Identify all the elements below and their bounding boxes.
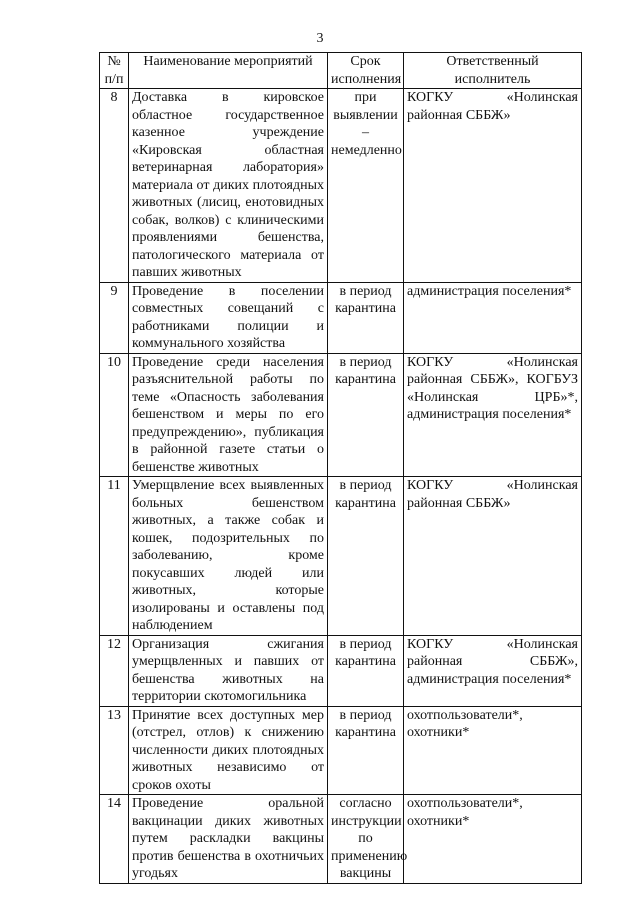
page-number: 3 (316, 31, 324, 46)
row-number: 8 (100, 89, 129, 283)
row-measure: Проведение в поселении совместных совещаний с работниками полиции и коммунального хозяйства (129, 282, 328, 353)
row-number: 14 (100, 795, 129, 884)
header-name: Наименование мероприятий (129, 53, 328, 89)
row-deadline: в период карантина (328, 353, 404, 477)
row-deadline: в период карантина (328, 282, 404, 353)
table-row (100, 635, 582, 706)
row-number: 11 (100, 477, 129, 636)
header-deadline: Срок исполнения (328, 53, 404, 89)
row-number: 9 (100, 282, 129, 353)
row-measure: Доставка в кировское областное государственное казенное учреждение «Кировская областная ветеринарная лаборатория» материала от диких плотоядных животных (лисиц, енотовидных собак, волков) с клиническими проявлениями бешенства, патологического материала от павших животных (129, 89, 328, 283)
row-deadline: в период карантина (328, 477, 404, 636)
row-responsible: охотпользователи*, охотники* (404, 795, 582, 884)
table-body (100, 89, 582, 884)
row-deadline: согласно инструкции по применению вакцины (328, 795, 404, 884)
table-header (100, 53, 582, 89)
row-deadline: в период карантина (328, 706, 404, 795)
row-responsible: КОГКУ «Нолинская районная СББЖ», КОГБУЗ «Нолинская ЦРБ»*, администрация поселения* (404, 353, 582, 477)
row-deadline: в период карантина (328, 635, 404, 706)
table-row (100, 477, 582, 636)
row-measure: Умерщвление всех выявленных больных бешенством животных, а также собак и кошек, подозрительных по заболеванию, кроме покусавших людей или животных, которые изолированы и оставлены под наблюдением (129, 477, 328, 636)
row-responsible: администрация поселения* (404, 282, 582, 353)
table-row (100, 795, 582, 884)
row-deadline: при выявлении – немедленно (328, 89, 404, 283)
row-measure: Проведение среди населения разъяснительной работы по теме «Опасность заболевания бешенством и меры по его предупреждению», публикация в районной газете статьи о бешенстве животных (129, 353, 328, 477)
table-row (100, 353, 582, 477)
row-number: 10 (100, 353, 129, 477)
row-responsible: КОГКУ «Нолинская районная СББЖ» (404, 477, 582, 636)
table-row (100, 282, 582, 353)
row-measure: Проведение оральной вакцинации диких животных путем раскладки вакцины против бешенства в охотничьих угодьях (129, 795, 328, 884)
row-responsible: КОГКУ «Нолинская районная СББЖ» (404, 89, 582, 283)
row-measure: Организация сжигания умерщвленных и павших от бешенства животных на территории скотомогильника (129, 635, 328, 706)
header-row (100, 53, 582, 89)
table-row (100, 706, 582, 795)
table-row (100, 89, 582, 283)
row-responsible: КОГКУ «Нолинская районная СББЖ», администрация поселения* (404, 635, 582, 706)
row-responsible: охотпользователи*, охотники* (404, 706, 582, 795)
row-measure: Принятие всех доступных мер (отстрел, отлов) к снижению численности диких плотоядных животных независимо от сроков охоты (129, 706, 328, 795)
header-num: № п/п (100, 53, 129, 89)
row-number: 13 (100, 706, 129, 795)
row-number: 12 (100, 635, 129, 706)
header-responsible: Ответственный исполнитель (404, 53, 582, 89)
measures-table (99, 52, 582, 884)
